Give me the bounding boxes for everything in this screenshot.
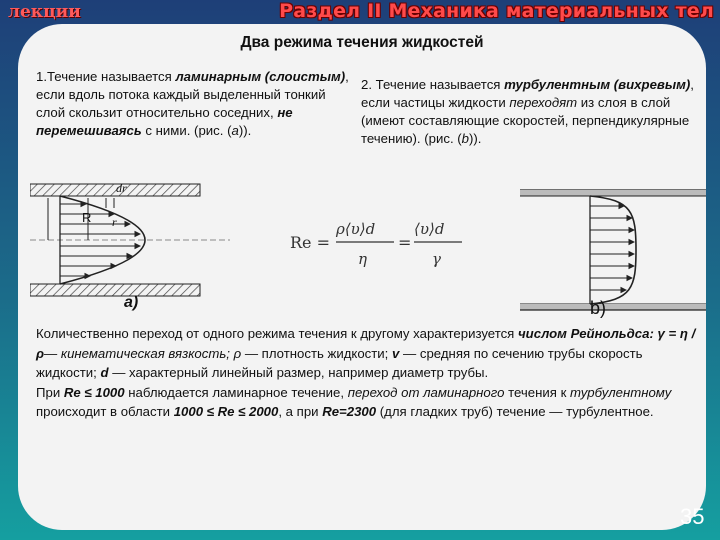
b-s12: наблюдается ламинарное течение, bbox=[124, 384, 348, 400]
formula-den1: η bbox=[358, 250, 367, 268]
b-s5: — плотность жидкости; bbox=[241, 345, 393, 361]
b-s11: Re ≤ 1000 bbox=[63, 384, 125, 400]
p1-text-g: )). bbox=[238, 123, 252, 138]
turbulent-flow-diagram bbox=[520, 180, 706, 320]
formula-num2: ⟨υ⟩d bbox=[414, 220, 445, 238]
p2-text-a: 2. Течение называется bbox=[361, 77, 505, 92]
turbulent-paragraph bbox=[361, 76, 706, 148]
lectures-label: лекции bbox=[8, 2, 81, 22]
b-s2: числом Рейнольдса: γ = η / ρ bbox=[36, 326, 696, 361]
p2-text-g: )). bbox=[469, 131, 482, 146]
header-bar bbox=[0, 0, 720, 26]
reynolds-explanation bbox=[36, 324, 696, 422]
pipe-wall-top bbox=[30, 184, 200, 196]
b-s4: кинематическая вязкость; ρ bbox=[60, 345, 242, 361]
laminar-paragraph bbox=[36, 68, 358, 140]
slide-card bbox=[18, 24, 706, 530]
b-s17: 1000 ≤ Re ≤ 2000 bbox=[173, 404, 279, 419]
formula-num1: ρ⟨υ⟩d bbox=[336, 220, 376, 238]
b-s14: течения к bbox=[504, 384, 570, 400]
laminar-flow-diagram bbox=[30, 174, 230, 314]
p2-text-c: , если частицы жидкости bbox=[361, 77, 694, 110]
formula-re: Re = bbox=[290, 233, 331, 252]
formula-eq: = bbox=[398, 233, 412, 252]
b-s1: Количественно переход от одного режима течения к другому характеризуется bbox=[36, 326, 518, 341]
figure-a-label: a) bbox=[124, 294, 139, 311]
b-s9: — характерный линейный размер, например диаметр трубы. bbox=[108, 365, 489, 380]
p2-text-e: из слоя в слой (имеют составляющие скоростей, перпендикулярные течению). (рис. ( bbox=[361, 95, 690, 146]
label-dr: dr bbox=[116, 181, 127, 195]
p1-text-a: 1.Течение называется bbox=[36, 69, 176, 84]
reynolds-formula bbox=[290, 208, 466, 278]
b-s15: турбулентному bbox=[570, 384, 672, 400]
b-s7: — средняя по сечению трубы скорость жидкости; bbox=[36, 345, 643, 380]
b-s16: происходит в области bbox=[36, 404, 174, 419]
section-title: Раздел II Механика материальных тел bbox=[279, 0, 714, 22]
b-s18: , а при bbox=[278, 404, 323, 419]
flat-velocity-profile bbox=[590, 196, 636, 304]
p1-fig-ref: a bbox=[231, 123, 239, 138]
b-s20: (для гладких труб) течение — турбулентное. bbox=[376, 404, 654, 419]
b-s8: d bbox=[100, 365, 109, 380]
p2-fig-ref: b bbox=[461, 131, 470, 146]
p2-term-transition: переходят bbox=[509, 95, 578, 110]
page-number: 35 bbox=[680, 504, 705, 529]
b-s3: — bbox=[44, 345, 61, 361]
p1-text-c: , если вдоль потока каждый выделенный тонкий слой скользит относительно соседних, bbox=[36, 69, 349, 120]
pipe-wall-bottom bbox=[30, 284, 200, 296]
formula-den2: γ bbox=[432, 250, 441, 268]
label-R: R bbox=[82, 210, 92, 225]
b-s19: Re=2300 bbox=[322, 404, 377, 419]
b-s6: v bbox=[392, 345, 400, 361]
p1-text-e: с ними. (рис. ( bbox=[141, 123, 232, 138]
label-r: r bbox=[112, 215, 117, 229]
slide-title: Два режима течения жидкостей bbox=[240, 34, 484, 51]
figure-b-label: b) bbox=[590, 298, 607, 318]
p1-term-no-mixing: не перемешиваясь bbox=[36, 105, 293, 138]
p2-term-turbulent: турбулентным (вихревым) bbox=[504, 77, 691, 92]
b-s10: При bbox=[36, 384, 64, 400]
p1-term-laminar: ламинарным (слоистым) bbox=[175, 69, 346, 84]
b-s13: переход от ламинарного bbox=[347, 384, 505, 400]
